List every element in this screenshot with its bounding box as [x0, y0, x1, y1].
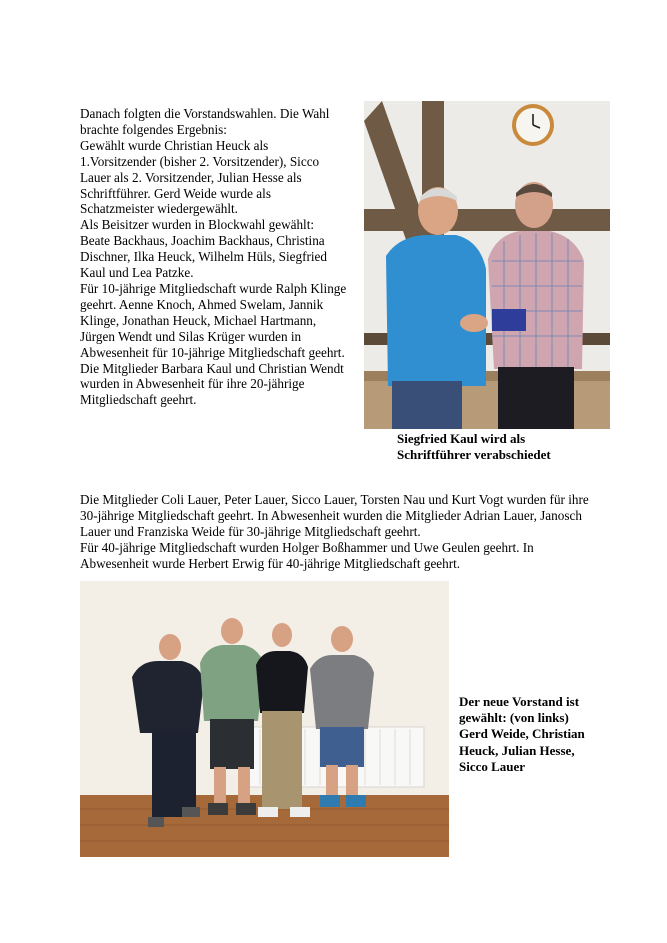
text-line: Die Mitglieder Coli Lauer, Peter Lauer, Sicco Lauer, Torsten Nau und Kurt Vogt wurden für ihre [80, 492, 589, 507]
caption-line: Heuck, Julian Hesse, [459, 742, 575, 758]
text-line: Danach folgten die Vorstandswahlen. Die Wahl [80, 106, 330, 121]
text-line: Schriftführer. Gerd Weide wurde als [80, 185, 271, 201]
text-line: 30-jährige Mitgliedschaft geehrt. In Abwesenheit wurden die Mitglieder Adrian Lauer, Janosch [80, 507, 582, 523]
text-line: Kaul und Lea Patzke. [80, 265, 194, 281]
paragraph-elections [80, 106, 358, 408]
photo-handshake [364, 101, 610, 429]
text-line: Klinge, Jonathan Heuck, Michael Hartmann, [80, 312, 317, 328]
caption-line: Sicco Lauer [459, 758, 526, 774]
paragraph-honors [80, 492, 640, 572]
text-line: Lauer als 2. Vorsitzender, Julian Hesse als [80, 169, 302, 185]
text-line: Schatzmeister wiedergewählt. [80, 201, 238, 217]
text-line: geehrt. Aenne Knoch, Ahmed Swelam, Jannik [80, 296, 324, 312]
text-line: Dischner, Ilka Heuck, Wilhelm Hüls, Siegfried [80, 249, 328, 265]
caption-handshake [397, 431, 551, 463]
text-line: Abwesenheit für 10-jährige Mitgliedschaft geehrt. [80, 344, 345, 360]
caption-new-board [459, 694, 585, 775]
caption-line: gewählt: (von links) [459, 710, 569, 726]
caption-line: Siegfried Kaul wird als [397, 431, 526, 446]
text-line: Abwesenheit wurde Herbert Erwig für 40-jährige Mitgliedschaft geehrt. [80, 555, 461, 571]
text-line: wurden in Abwesenheit für ihre 20-jährige [80, 376, 305, 392]
text-line: 1.Vorsitzender (bisher 2. Vorsitzender), Sicco [80, 153, 320, 169]
text-line: brachte folgendes Ergebnis: [80, 121, 227, 137]
text-line: Die Mitglieder Barbara Kaul und Christian Wendt [80, 360, 344, 376]
text-line: Für 40-jährige Mitgliedschaft wurden Holger Boßhammer und Uwe Geulen geehrt. In [80, 539, 534, 555]
text-line: Als Beisitzer wurden in Blockwahl gewählt: [80, 217, 315, 233]
text-line: Gewählt wurde Christian Heuck als [80, 137, 269, 153]
caption-line: Gerd Weide, Christian [459, 726, 585, 742]
caption-line: Schriftführer verabschiedet [397, 447, 551, 462]
text-line: Mitgliedschaft geehrt. [80, 392, 197, 408]
text-line: Für 10-jährige Mitgliedschaft wurde Ralph Klinge [80, 280, 347, 296]
text-line: Jürgen Wendt und Silas Krüger wurden in [80, 328, 302, 344]
caption-line: Der neue Vorstand ist [459, 694, 580, 709]
text-line: Beate Backhaus, Joachim Backhaus, Christina [80, 233, 325, 249]
photo-new-board [80, 581, 449, 857]
text-line: Lauer und Franziska Weide für 30-jährige Mitgliedschaft geehrt. [80, 523, 421, 539]
